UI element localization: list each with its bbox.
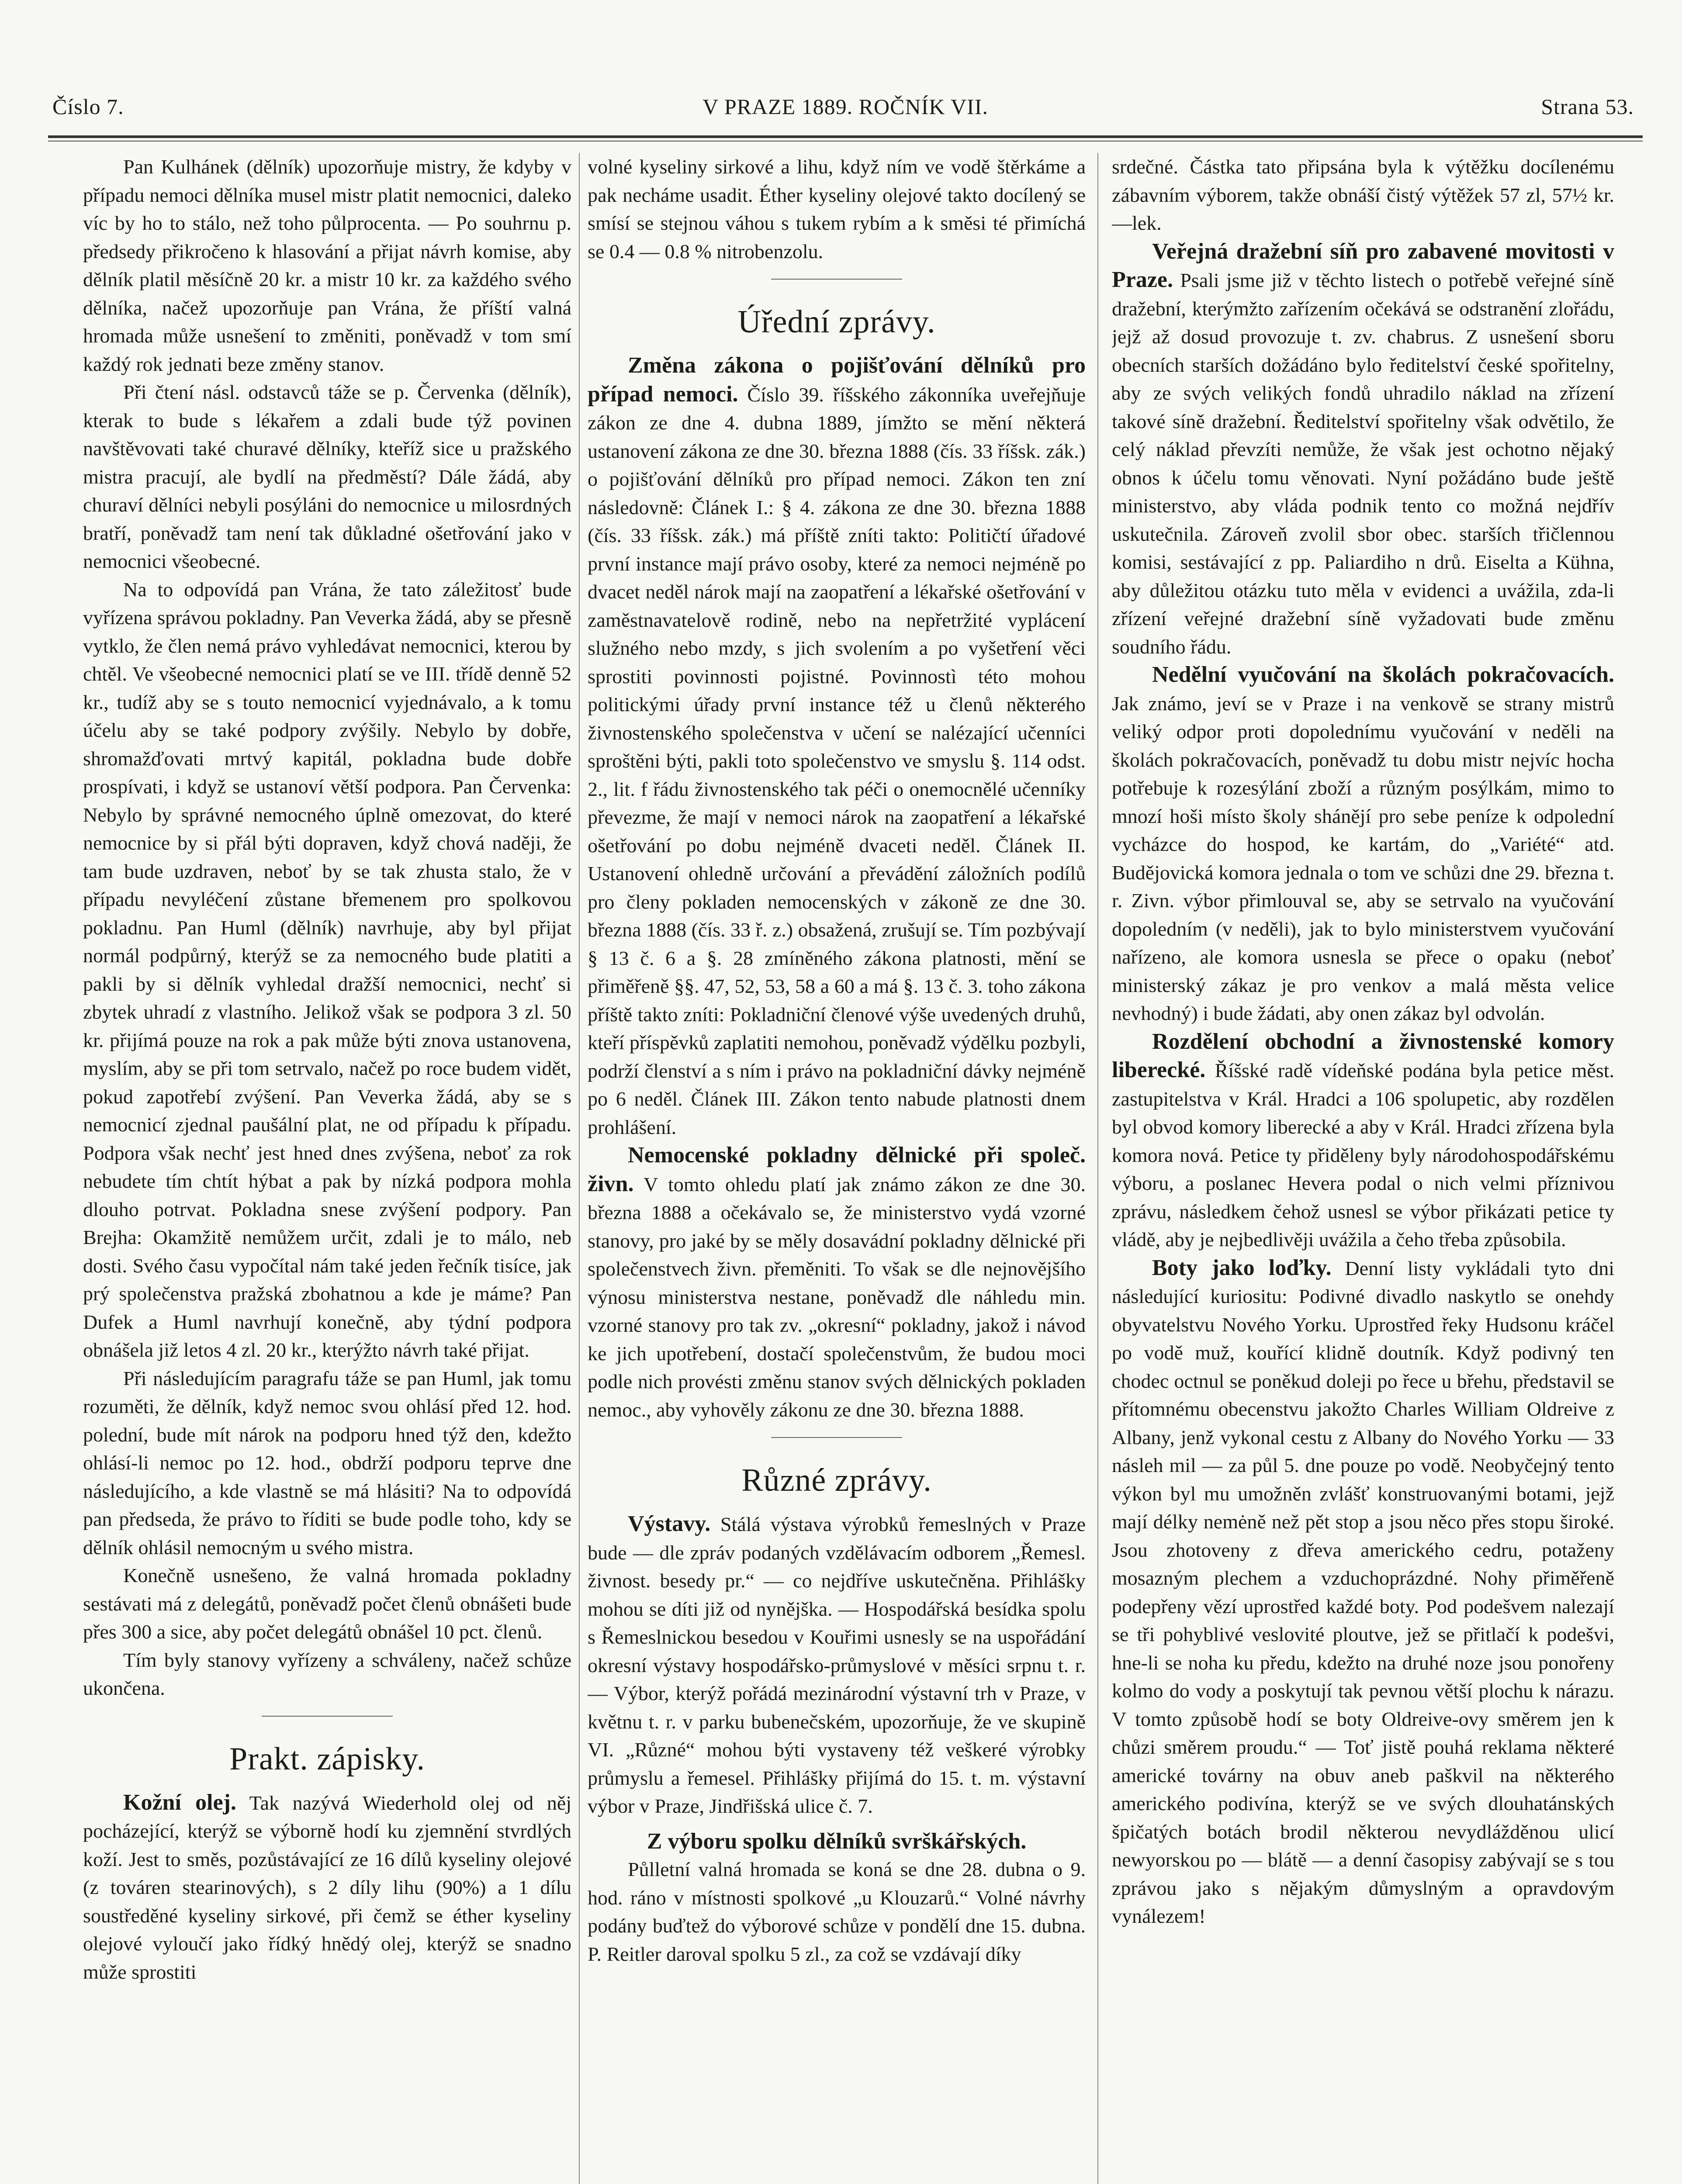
column-3 bbox=[1112, 153, 1614, 2184]
article-text: V tomto ohledu platí jak známo zákon ze dne 30. března 1888 a očekávalo se, že ministerstvo vydá vzorné stanovy, pro jaké by se měly dosavádní pokladny dělnické při společenstvech živn. přeměniti. To však se dle nejnovějšího výnosu ministerstva nestane, poněvadž dle náhledu min. vzorné stanovy pro tak zv. „okresní“ pokladny, jakož i návod ke jich upotřebení, dostačí společenstvům, že budou moci podle nich provésti změnu stanov svých dělnických pokladen nemoc., aby vyhověly zákonu ze dne 30. března 1888. bbox=[588, 1173, 1086, 1421]
article-nedelni bbox=[1112, 661, 1614, 1028]
article-kozni-olej bbox=[83, 1789, 571, 1987]
article-heading: Kožní olej. bbox=[123, 1790, 236, 1815]
page-number: Strana 53. bbox=[1541, 94, 1634, 119]
article-text: Půlletní valná hromada se koná se dne 28. dubna o 9. hod. ráno v místnosti spolkové „u Klouzarů.“ Volné návrhy podány buďtež do výborové schůze v pondělí dne 15. dubna. P. Reitler daroval spolku 5 zl., za což se vzdávají díky bbox=[588, 1858, 1086, 1965]
article-drazebni-sin bbox=[1112, 238, 1614, 661]
article-heading: Veřejná dražební síň pro zabavené movitosti v Praze. bbox=[1112, 238, 1614, 292]
paragraph: Při čtení násl. odstavců táže se p. Červenka (dělník), kterak to bude s lékařem a zdali bude týž povinen navštěvovati také churavé dělníky, kteříž sice u pražského mistra pracují, ale bydlí na předměstí? Dále žádá, aby churaví dělníci nebyli posýláni do nemocnice u milosrdných bratří, poněvadž tam není tak důkladné ošetřování jako v nemocnici všeobecné. bbox=[83, 381, 571, 572]
article-rozdeleni bbox=[1112, 1028, 1614, 1254]
section-title-uredni: Úřední zprávy. bbox=[737, 304, 936, 340]
article-heading-centered: Z výboru spolku dělníků svrškářských. bbox=[647, 1828, 1027, 1854]
article-text: Stálá výstava výrobků řemeslných v Praze bude — dle zpráv podaných vzdělávacím odborem „Řemesl. živnost. besedy pr.“ — co nejdříve uskutečněna. Přihlášky mohou se díti již od nynějška. — Hospodářská besídka spolu s Řemeslnickou besedou v Kouřimi usnesly se na uspořádání okresní výstavy hospodářsko-průmyslové v měsíci srpnu t. r. — Výbor, kterýž pořádá mezinárodní výstavní trh v Praze, v květnu t. r. v parku bubenečském, upozorňuje, že ve skupině VI. „Různé“ mohou býti vystaveny též veškeré výrobky průmyslu a řemesel. Přihlášky přijímá do 15. t. m. výstavní výbor v Praze, Jindřišská ulice č. 7. bbox=[588, 1513, 1086, 1817]
paragraph: volné kyseliny sirkové a lihu, když ním ve vodě štěrkáme a pak necháme usadit. Éther kyseliny olejové takto docílený se smísí se stejnou váhou s tukem rybím a k směsi té přimíchá se 0.4 — 0.8 % nitrobenzolu. bbox=[588, 156, 1086, 263]
header-rule-thick bbox=[48, 135, 1643, 138]
article-text: Říšské radě vídeňské podána byla petice měst. zastupitelstva v Král. Hradci a 106 spolupetic, aby rozdělen byl obvod komory liberecké a aby v Král. Hradci zřízena byla komora nová. Petice ty přiděleny byly národohospodářskému výboru, a poslanec Hevera podal o nich velmi příznivou zprávu, následkem čehož usnesl se výbor přikázati petice ty vládě, aby je nejbedlivěji uvážila a čeho třeba způsobila. bbox=[1112, 1059, 1614, 1251]
column-divider bbox=[1097, 153, 1098, 2184]
column-divider bbox=[579, 153, 580, 2184]
article-heading: Rozdělení obchodní a živnostenské komory liberecké. bbox=[1112, 1029, 1614, 1082]
paragraph: Konečně usnešeno, že valná hromada pokladny sestávati má z delegátů, poněvadž počet členů obnášeti bude přes 300 a sice, aby počet delegátů obnášel 10 pct. členů. bbox=[83, 1564, 571, 1643]
article-heading: Nedělní vyučování na školách pokračovacích. bbox=[1152, 662, 1614, 687]
issue-number: Číslo 7. bbox=[52, 94, 124, 119]
separator bbox=[771, 1437, 902, 1438]
header-rule-thin bbox=[48, 141, 1643, 142]
section-title-prakt: Prakt. zápisky. bbox=[229, 1741, 425, 1777]
article-text: Číslo 39. říšského zákonníka uveřejňuje zákon ze dne 4. dubna 1889, jímžto se mění některá ustanovení zákona ze dne 30. března 1888 (čís. 33 říšsk. zák.) o pojišťování dělníků pro případ nemoci. Zákon ten zní následovně: Článek I.: § 4. zákona ze dne 30. března 1888 (čís. 33 říšsk. zák.) má příště zníti takto: Političtí úřadové první instance mají právo osoby, které za nemoci nejméně po dvacet neděl nárok mají na zaopatření a lékařské ošetřování v zaměstnavatelově rodině, nebo na nepřetržité vyplácení služného nebo mzdy, s jich svolením a po vyšetření věci sprostiti povinnosti pojistné. Povinnostì této mohou politickými úřady první instance též u členů některého živnostenského společenstva v učení se nalézající učenníci sproštěni býti, pakli toto společenstvo ve smyslu §. 114 odst. 2., lit. f řádu živnostenského tak péči o onemocnělé učenníky převezme, že mají v nemoci nárok na zaopatření a lékařské ošetřování po dobu nejméně dvaceti neděl. Článek II. Ustanovení ohledně určování a převádění záložních podílů pro členy pokladen nemocenských v zákoně ze dne 30. března 1888 (čís. 33 ř. z.) obsažená, zrušují se. Tím pozbývají § 13 č. 6 a §. 28 zmíněného zákona platnosti, mění se přiměřeně §§. 47, 52, 53, 58 a 60 a má §. 13 č. 3. toho zákona příště takto zníti: Pokladniční členové výše uvedených druhů, kteří příspěvků zaplatiti nemohou, poněvadž výdělku pozbyli, podrží členství a s ním i právo na pokladniční dávky nejméně po 6 neděl. Článek III. Zákon tento nabude platnosti dnem prohlášení. bbox=[588, 383, 1086, 1138]
article-text: Tak nazývá Wiederhold olej od něj pocházející, kterýž se výborně hodí ku zjemnění stvrdlých koží. Jest to směs, pozůstávající ze 16 dílů kyseliny olejové (z továren stearinových), s 2 díly lihu (90%) a 1 dílu soustředěné kyseliny sirkové, při čemž se éther kyseliny olejové vyloučí jako řídký hnědý olej, kterýž se snadno může sprostiti bbox=[83, 1791, 571, 1983]
article-boty bbox=[1112, 1254, 1614, 1931]
section-title-ruzne: Různé zprávy. bbox=[741, 1462, 932, 1498]
article-zmena-zakona bbox=[588, 352, 1086, 1141]
paragraph: Při následujícím paragrafu táže se pan Huml, jak tomu rozuměti, že dělník, když nemoc svou ohlásí před 12. hod. polední, bude mít nárok na podporu hned týž den, kdežto ohlásí-li nemoc po 12. hod., obdrží podporu teprve dne následujícího, a kde vlastně se má hlásiti? Na to odpovídá pan předseda, že právo to říditi se bude podle toho, kdy se dělník ohlásil nemocným u svého mistra. bbox=[83, 1367, 571, 1559]
article-heading: Změna zákona o pojišťování dělníků pro případ nemoci. bbox=[588, 353, 1086, 407]
article-text: Jak známo, jeví se v Praze i na venkově se strany mistrů veliký odpor proti dopolednímu vyučování v neděli na školách pokračovacích, poněvadž tu dobu mistr nejvíc hocha potřebuje k rozesýlání zboží a různým posýlkám, mimo to mnozí hoši místo školy shánějí pro sebe peníze k odpolední vycházce do hospod, ke kartám, do „Variété“ atd. Budějovická komora jednala o tom ve schůzi dne 29. března t. r. Zivn. výbor přimlouval se, aby se setrvalo na vyučování dopoledním (v neděli), jak to bylo ministerstvem vyučování nařízeno, ale komora usnesla se přece o opaku (neboť ministerský zákaz je pro venkov a malá města velice nevhodný) i bude žádati, aby onen zákaz byl odvolán. bbox=[1112, 692, 1614, 1024]
article-heading: Boty jako loďky. bbox=[1152, 1255, 1332, 1280]
column-2 bbox=[588, 153, 1086, 2184]
separator bbox=[262, 1716, 393, 1717]
article-nemocenske bbox=[588, 1141, 1086, 1424]
article-heading: Nemocenské pokladny dělnické při společ. živn. bbox=[588, 1143, 1086, 1196]
paragraph: srdečné. Částka tato připsána byla k výtěžku docílenému zábavním výborem, takže obnáší čistý výtěžek 57 zl, 57½ kr. —lek. bbox=[1112, 156, 1614, 234]
paragraph: Tím byly stanovy vyřízeny a schváleny, načež schůze ukončena. bbox=[83, 1648, 571, 1699]
page-header bbox=[48, 76, 1643, 124]
place-year-volume: V PRAZE 1889. ROČNÍK VII. bbox=[703, 94, 988, 119]
paragraph: Na to odpovídá pan Vrána, že tato záležitosť bude vyřízena správou pokladny. Pan Veverka žádá, aby se přesně vytklo, že člen nemá právo vyhledávat nemocnici, kterou by chtěl. Ve všeobecné nemocnici platí se ve III. třídě denně 52 kr., tudíž aby se s touto nemocnicí vyjednávalo, a k tomu účelu aby se také podpory zvýšily. Nebylo by dobře, shromažďovati mrtvý kapitál, pokladna bude dobře prospívati, i když se ustanoví větší podpora. Pan Červenka: Nebylo by správné nemocného úplně omezovat, do které nemocnice by si přál býti dopraven, když chová naději, že tam bude uzdraven, neboť by se tak zhusta stalo, že v případu nevyléčení zůstane břemenem pro spolkovou pokladnu. Pan Huml (dělník) navrhuje, aby byl přijat normál podpůrný, kterýž se za nemocného bude platiti a pakli by si dělník vyhledal dražší nemocnici, nechť si zbytek uhradí z vlastního. Jelikož však se podpora 3 zl. 50 kr. přijímá pouze na rok a pak může býti znova ustanovena, myslím, aby se při tom setrvalo, načež po roce budem vidět, pokud zapotřebí zvýšení. Pan Veverka žádá, aby se s nemocnicí zjednal paušální plat, ne od případu k případu. Podpora však nechť jest hned dnes zvýšena, neboť za rok nebudete tím chtít hýbat a pak by nízká podpora mohla dlouho potrvat. Pokladna snese zvýšení podpory. Pan Brejha: Okamžitě nemůžem určit, zdali je to málo, neb dosti. Svého času vypočítal nám také jeden řečník tisíce, jak prý společenstva pražská zbohatnou a kde je máme? Pan Dufek a Huml navrhují konečně, aby týdní podpora obnášela již letos 4 zl. 20 kr., kterýžto návrh také přijat. bbox=[83, 578, 571, 1361]
separator bbox=[771, 279, 902, 280]
paragraph: Pan Kulhánek (dělník) upozorňuje mistry, že kdyby v případu nemoci dělníka musel mistr platit nemocnici, daleko víc by ho to stálo, než toho půlprocenta. — Po souhrnu p. předsedy přikročeno k hlasování a přijat návrh komise, aby dělník platil měsíčně 20 kr. a mistr 10 kr. za každého svého dělníka, načež upozorňuje pan Vrána, že příští valná hromada může usnešení to změniti, poněvadž v tom smí každý rok jednati beze změny stanov. bbox=[83, 156, 571, 375]
article-text: Psali jsme již v těchto listech o potřebě veřejné síně dražební, kterýmžto zařízením očekává se odstranění zlořádu, jejž až dosud provozuje t. zv. chabrus. Z usnešení sboru obecních starších dožádáno bylo ředitelství české spořitelny, aby ze svých velikých fondů uhradilo náklad na zřízení takové síně dražební. Ředitelství spořitelny však odvětilo, že celý náklad převzíti nemůže, že však jest ochotno nějaký obnos k účelu tomu věnovati. Nyní požádáno bude ještě ministerstvo, aby vláda podnik tento co možná nejdřív uskutečnila. Zároveň zvolil sbor obec. starších třičlennou komisi, sestávající z pp. Paliardiho n drů. Eiselta a Kühna, aby důležitou otázku tuto měla v evidenci a uvážila, zda-li zřízení veřejné dražební síně vyžadovati bude změnu soudního řádu. bbox=[1112, 269, 1614, 658]
article-text: Denní listy vykládali tyto dni následující kuriositu: Podivné divadlo naskytlo se onehdy obyvatelstvu Nového Yorku. Uprostřed řeky Hudsonu kráčel po vodě muž, kouřící klidně doutník. Když podivný ten chodec octnul se poněkud doleji po řece u břehu, představil se přítomnému obecenstvu jakožto Charles William Oldreive z Albany, jenž vykonal cestu z Albany do Nového Yorku — 33 násleh mil — za půl 5. dne pouze po vodě. Neobyčejný tento výkon byl mu umožněn zvlášť konstruovanými botami, jejž mají délky nemėně než pět stop a jsou něco přes stopu široké. Jsou zhotoveny z dřeva amerického cedru, potaženy mosazným plechem a vzduchoprázdné. Nohy přiměřeně podepřeny vězí uprostřed každé boty. Pod podešvem nalezají se tři pohyblivé veslovité ploutve, jež se přitlačí k podešvi, hne-li se noha ku předu, kdežto na druhé noze jsou ponořeny kolmo do vody a poskytují tak pevnou větší plochu k nárazu. V tomto způsobě hodí se boty Oldreive-ovy směrem jen k chůzi směrem proudu.“ — Toť jistě pouhá reklama některé americké továrny na obuv aneb paškvil na některého amerického podivína, kterýž se ve svých dlouhatánských špičatých botách brodil některou nevydlážděnou ulicí newyorskou po — blátě — a denní časopisy zabývají se s tou zprávou jako s nějakým důmyslným a opravdovým vynálezem! bbox=[1112, 1257, 1614, 1927]
column-1 bbox=[83, 153, 571, 2184]
article-vystavy bbox=[588, 1510, 1086, 1821]
article-heading: Výstavy. bbox=[628, 1511, 711, 1536]
